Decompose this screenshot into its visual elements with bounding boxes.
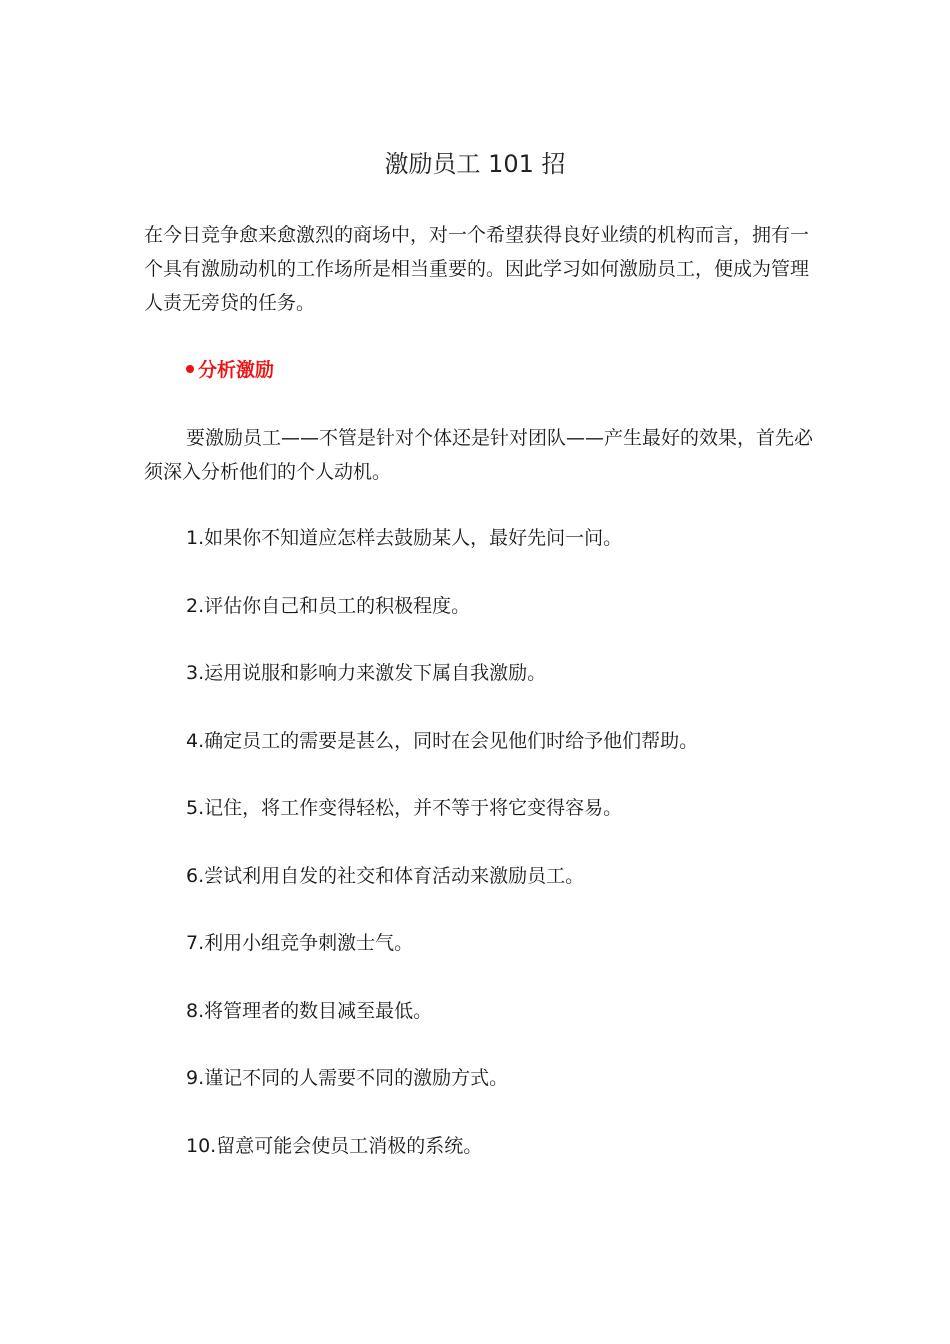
list-item: 6.尝试利用自发的社交和体育活动来激励员工。 <box>186 865 585 887</box>
section-heading <box>186 353 274 387</box>
list-item: 3.运用说服和影响力来激发下属自我激励。 <box>186 662 547 684</box>
intro-paragraph: 在今日竞争愈来愈激烈的商场中，对一个希望获得良好业绩的机构而言，拥有一个具有激励动机的工作场所是相当重要的。因此学习如何激励员工，便成为管理人责无旁贷的任务。 <box>144 224 810 314</box>
list-item: 8.将管理者的数目减至最低。 <box>186 1000 433 1022</box>
list-item: 4.确定员工的需要是甚么，同时在会见他们时给予他们帮助。 <box>186 730 699 752</box>
list-item: 5.记住，将工作变得轻松，并不等于将它变得容易。 <box>186 797 623 819</box>
section-heading-text: 分析激励 <box>198 359 275 381</box>
list-item: 10.留意可能会使员工消极的系统。 <box>186 1135 483 1157</box>
document-title: 激励员工 101 招 <box>384 150 566 179</box>
list-item: 1.如果你不知道应怎样去鼓励某人，最好先问一问。 <box>186 527 623 549</box>
list-item: 9.谨记不同的人需要不同的激励方式。 <box>186 1067 509 1089</box>
section-paragraph: 要激励员工——不管是针对个体还是针对团队——产生最好的效果，首先必须深入分析他们的个人动机。 <box>144 427 814 483</box>
bullet-icon <box>186 365 194 373</box>
list-item: 7.利用小组竞争刺激士气。 <box>186 932 414 954</box>
list-item: 2.评估你自己和员工的积极程度。 <box>186 595 471 617</box>
